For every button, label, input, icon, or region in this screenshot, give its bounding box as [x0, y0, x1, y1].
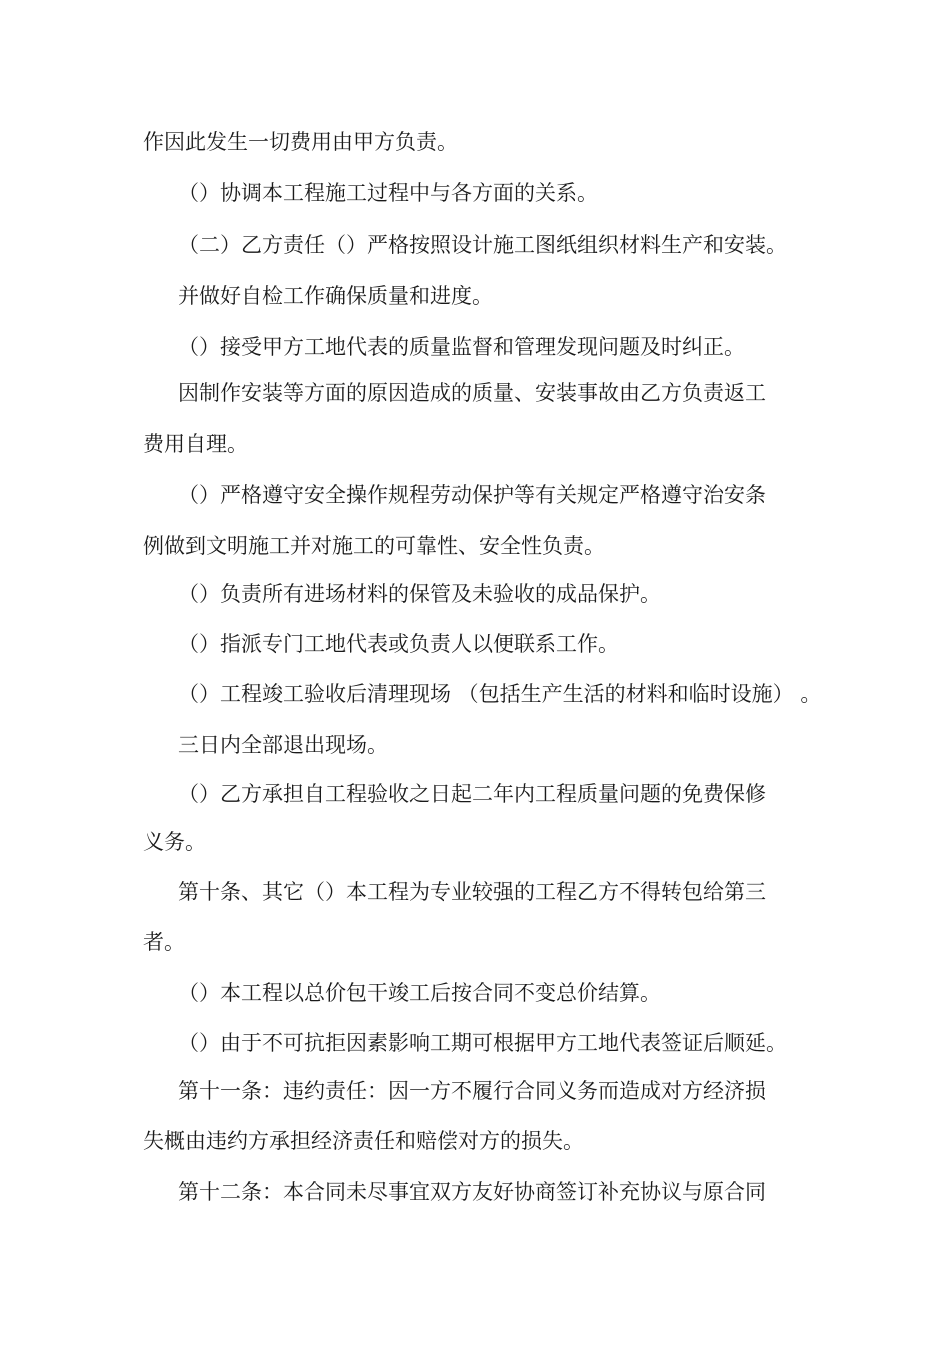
paragraph-line: （）协调本工程施工过程中与各方面的关系。: [178, 181, 598, 205]
paragraph-line: 因制作安装等方面的原因造成的质量、安装事故由乙方负责返工: [178, 381, 766, 405]
paragraph-line: 第十条、其它（）本工程为专业较强的工程乙方不得转包给第三: [178, 880, 766, 904]
paragraph-line: 费用自理。: [143, 432, 248, 456]
paragraph-line: （）本工程以总价包干竣工后按合同不变总价结算。: [178, 981, 661, 1005]
paragraph-line: 作因此发生一切费用由甲方负责。: [143, 130, 458, 154]
paragraph-line: 并做好自检工作确保质量和进度。: [178, 284, 493, 308]
paragraph-line: 失概由违约方承担经济责任和赔偿对方的损失。: [143, 1129, 584, 1153]
paragraph-line: （）严格遵守安全操作规程劳动保护等有关规定严格遵守治安条: [178, 483, 766, 507]
paragraph-line: （二）乙方责任（）严格按照设计施工图纸组织材料生产和安装。: [178, 233, 787, 257]
paragraph-line: （）乙方承担自工程验收之日起二年内工程质量问题的免费保修: [178, 782, 766, 806]
paragraph-line: 三日内全部退出现场。: [178, 733, 388, 757]
paragraph-line: 第十一条：违约责任：因一方不履行合同义务而造成对方经济损: [178, 1079, 766, 1103]
paragraph-line: 义务。: [143, 830, 206, 854]
paragraph-line: （）负责所有进场材料的保管及未验收的成品保护。: [178, 582, 661, 606]
paragraph-line: 者。: [143, 930, 185, 954]
paragraph-line: （）接受甲方工地代表的质量监督和管理发现问题及时纠正。: [178, 335, 745, 359]
paragraph-line: （）由于不可抗拒因素影响工期可根据甲方工地代表签证后顺延。: [178, 1031, 787, 1055]
paragraph-line: 例做到文明施工并对施工的可靠性、安全性负责。: [143, 534, 605, 558]
paragraph-line: 第十二条：本合同未尽事宜双方友好协商签订补充协议与原合同: [178, 1180, 766, 1204]
paragraph-line: （）指派专门工地代表或负责人以便联系工作。: [178, 632, 619, 656]
paragraph-line: （）工程竣工验收后清理现场 （包括生产生活的材料和临时设施） 。: [178, 682, 822, 706]
